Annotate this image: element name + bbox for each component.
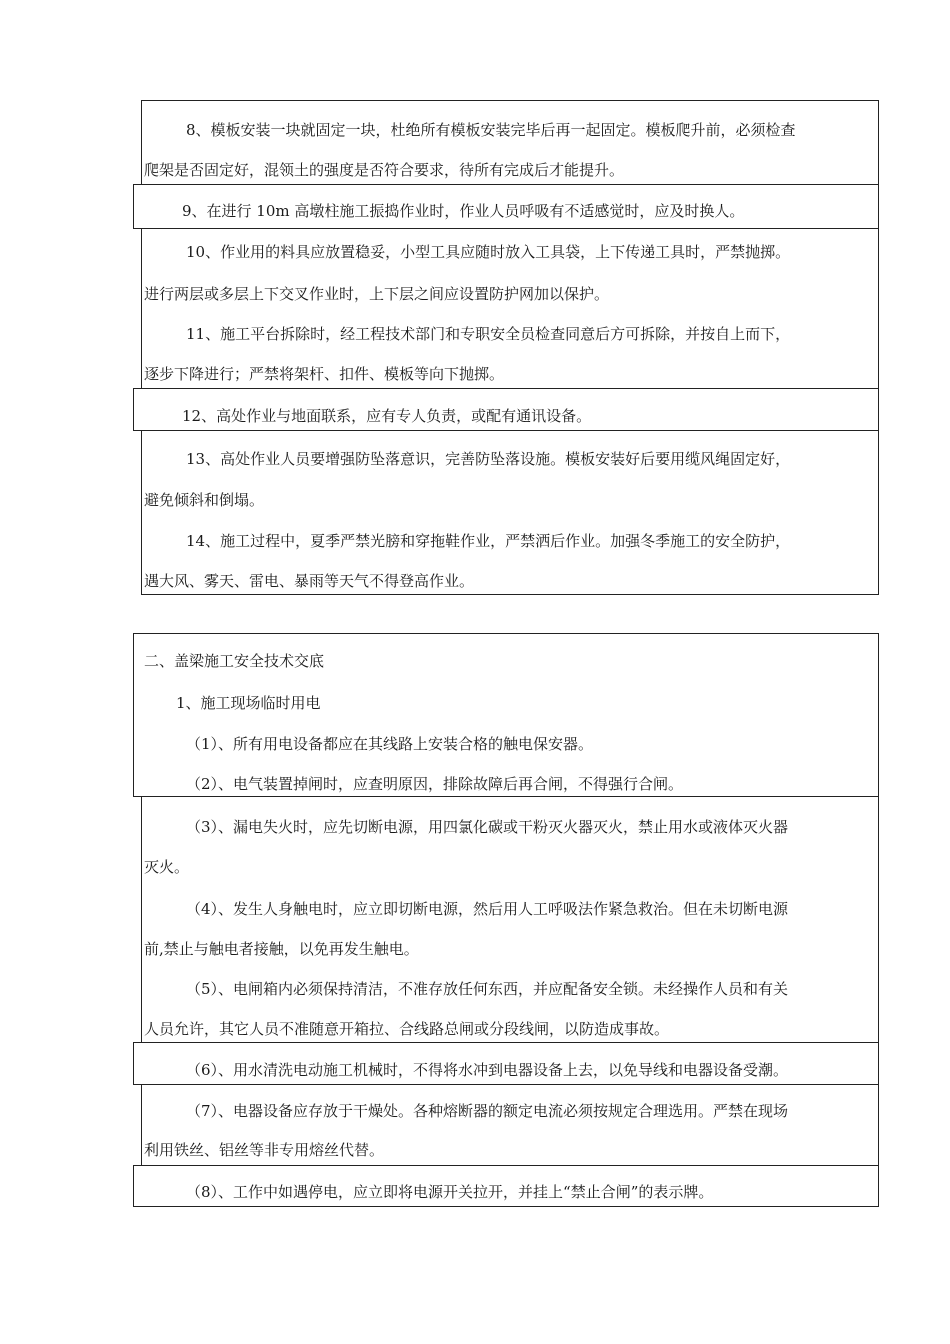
item-13-line-1: 13、高处作业人员要增强防坠落意识，完善防坠落设施。模板安装好后要用缆风绳固定好， [186,450,791,468]
item-12-line-1: 12、高处作业与地面联系，应有专人负责，或配有通讯设备。 [182,407,592,425]
item-13-line-2: 避免倾斜和倒塌。 [144,491,265,509]
item-9-box [133,184,879,229]
item-14-line-1: 14、施工过程中，夏季严禁光膀和穿拖鞋作业，严禁洒后作业。加强冬季施工的安全防护， [186,532,791,550]
item-10-line-1: 10、作业用的料具应放置稳妥，小型工具应随时放入工具袋，上下传递工具时，严禁抛掷。 [186,243,791,261]
items-13-14-box [141,430,879,595]
items-10-11-box [141,228,879,389]
rule-2-line-1: （2）、电气装置掉闸时，应查明原因，排除故障后再合闸，不得强行合闸。 [186,775,684,793]
rule-5-line-2: 人员允许，其它人员不准随意开箱拉、合线路总闸或分段线闸，以防造成事故。 [144,1020,670,1038]
section-2-intro-box [133,633,879,797]
item-8-line-1: 8、模板安装一块就固定一块，杜绝所有模板安装完毕后再一起固定。模板爬升前，必须检查 [186,121,796,139]
rule-7-line-1: （7）、电器设备应存放于干燥处。各种熔断器的额定电流必须按规定合理选用。严禁在现场 [186,1102,789,1120]
item-9-line-1: 9、在进行 10m 高墩柱施工振捣作业时，作业人员呼吸有不适感觉时，应及时换人。 [182,202,745,220]
section-2-subheading: 1、施工现场临时用电 [176,694,321,712]
item-8-box [141,100,879,185]
rule-6-box [133,1042,879,1085]
rule-3-line-2: 灭火。 [144,858,190,876]
item-11-line-2: 逐步下降进行；严禁将架杆、扣件、模板等向下抛掷。 [144,365,505,383]
item-10-line-2: 进行两层或多层上下交叉作业时，上下层之间应设置防护网加以保护。 [144,285,610,303]
rule-8-line-1: （8）、工作中如遇停电，应立即将电源开关拉开，并挂上“禁止合闸”的表示牌。 [186,1183,714,1201]
item-8-line-2: 爬架是否固定好，混领土的强度是否符合要求，待所有完成后才能提升。 [144,161,625,179]
section-2-heading: 二、盖梁施工安全技术交底 [144,652,325,670]
item-11-line-1: 11、施工平台拆除时，经工程技术部门和专职安全员检查同意后方可拆除，并按自上而下， [186,325,791,343]
rules-3-5-box [141,796,879,1043]
rule-4-line-1: （4）、发生人身触电时，应立即切断电源，然后用人工呼吸法作紧急救治。但在未切断电源 [186,900,789,918]
rule-7-box [141,1084,879,1166]
rule-1-line-1: （1）、所有用电设备都应在其线路上安装合格的触电保安器。 [186,735,594,753]
rule-5-line-1: （5）、电闸箱内必须保持清洁，不准存放任何东西，并应配备安全锁。未经操作人员和有关 [186,980,789,998]
rule-7-line-2: 利用铁丝、铝丝等非专用熔丝代替。 [144,1141,385,1159]
item-14-line-2: 遇大风、雾天、雷电、暴雨等天气不得登高作业。 [144,572,475,590]
rule-8-box [133,1165,879,1207]
rule-4-line-2: 前,禁止与触电者接触，以免再发生触电。 [144,940,419,958]
rule-6-line-1: （6）、用水清洗电动施工机械时，不得将水冲到电器设备上去，以免导线和电器设备受潮。 [186,1061,789,1079]
item-12-box [133,388,879,431]
rule-3-line-1: （3）、漏电失火时，应先切断电源，用四氯化碳或干粉灭火器灭火，禁止用水或液体灭火器 [186,818,789,836]
